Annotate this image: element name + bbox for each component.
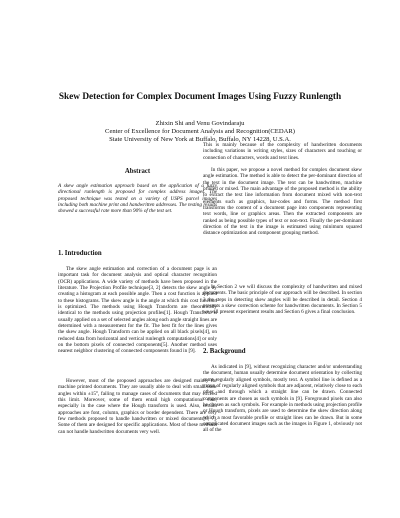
background-paragraph-1: As indicated in [9], without recognizing character and/or understanding the document, human usually determine document orientation by collecting some regularly aligned symbols, mostly text. A symbol line is defined as a group of regularly aligned symbols that are adjacent, relatively close to each other and through which a straight line can be drawn. Connected components are chosen as such symbols in [9]. Foreground pixels can also be chosen as such symbols. For example in methods using projection profile or Hough transform, pixels are used to determine the skew direction along which a most favorable profile or straight lines can be drawn. But in some complicated document images such as the images in Figure 1, obviously not all of the <box>203 364 362 434</box>
introduction-paragraph-4: In this paper, we propose a novel method for complex document skew angle estimation. The method is able to detect the per-dominant direction of the text in the document image. The text can be handwritten, machine printed or mixed. The main advantage of the proposed method is the ability to extract the text line information from document mixed with non-text elements such as graphics, bar-codes and forms. The method first transforms the content of a document page into components representing text words, line or graphics areas. Then the extracted components are ranked as being possible types of text or non-text. Finally the per-dominant direction of the text in the image is estimated using minimum squared distance optimization and component grouping method. <box>203 167 362 237</box>
section-introduction-heading: 1. Introduction <box>58 250 102 257</box>
introduction-paragraph-2: However, most of the proposed approaches are designed mainly for machine printed documents. They are usually able to deal with small skew angles within ±15°, failing to manage cases of documents that may exceed this limit. Moreover, some of them entail high computational cost, especially in the case where the Hough transform is used. Also, certain approaches are font, column, graphics or border dependent. There are very few methods proposed to handle handwritten or mixed documents[8, 7]. Some of them are designed for specific applications. Most of these methods can not handle handwritten documents very well. <box>58 378 217 435</box>
abstract-text: A skew angle estimation approach based on the application of a fuzzy directional runlength is proposed for complex address images. The proposed technique was tested on a variety of USPS parcel images including both machine print and handwritten addresses. The testing results showed a successful rate more than 90% of the test set. <box>58 183 217 215</box>
introduction-paragraph-1: The skew angle estimation and correction of a document page is an important task for document analysis and optical character recognition (OCR) applications. A wide variety of methods have been proposed in the literature. The Projection Profile technique[3, 2] detects the skew angle by creating a histogram at each possible angle. Then a cost function is applied to these histograms. The skew angle is the angle at which this cost function is optimized. The methods using Hough Transform are theoretically identical to the methods using projection profiles[1]. Hough Transform is usually applied on a set of selected angles along each angle straight lines are determined with a measurement for the fit. The best fit for the lines gives the skew angle. Hough Transform can be applied on all black pixels[4], on reduced data from horizontal and vertical runlength computations[4] or only on the bottom pixels of connected components[5]. Another method uses nearest neighbor clustering of connected components found in [9]. <box>58 266 217 355</box>
introduction-paragraph-3: This is mainly because of the complexity of handwritten documents including variations in writing styles, sizes of characters and touching or connection of characters, words and text lines. <box>203 142 362 161</box>
paper-title: Skew Detection for Complex Document Images Using Fuzzy Runlength <box>58 92 342 102</box>
author-block <box>0 120 400 145</box>
author-names: Zhixin Shi and Venu Govindaraju <box>155 120 245 127</box>
introduction-paragraph-5: In Section 2 we will discuss the complexity of handwritten and mixed documents. The basic principle of our approach will be described. In section 3 the steps in detecting skew angles will be described in detail. Section 4 presents a skew correction scheme for handwritten documents. In Section 5 we will present experiment results and Section 6 gives a final conclusion. <box>203 284 362 316</box>
author-address: State University of New York at Buffalo, Buffalo, NY 14228, U.S.A. <box>109 136 291 144</box>
author-affiliation: Center of Excellence for Document Analysis and Recognition(CEDAR) <box>105 128 295 136</box>
abstract-heading: Abstract <box>124 168 151 175</box>
section-background-heading: 2. Background <box>203 348 246 355</box>
